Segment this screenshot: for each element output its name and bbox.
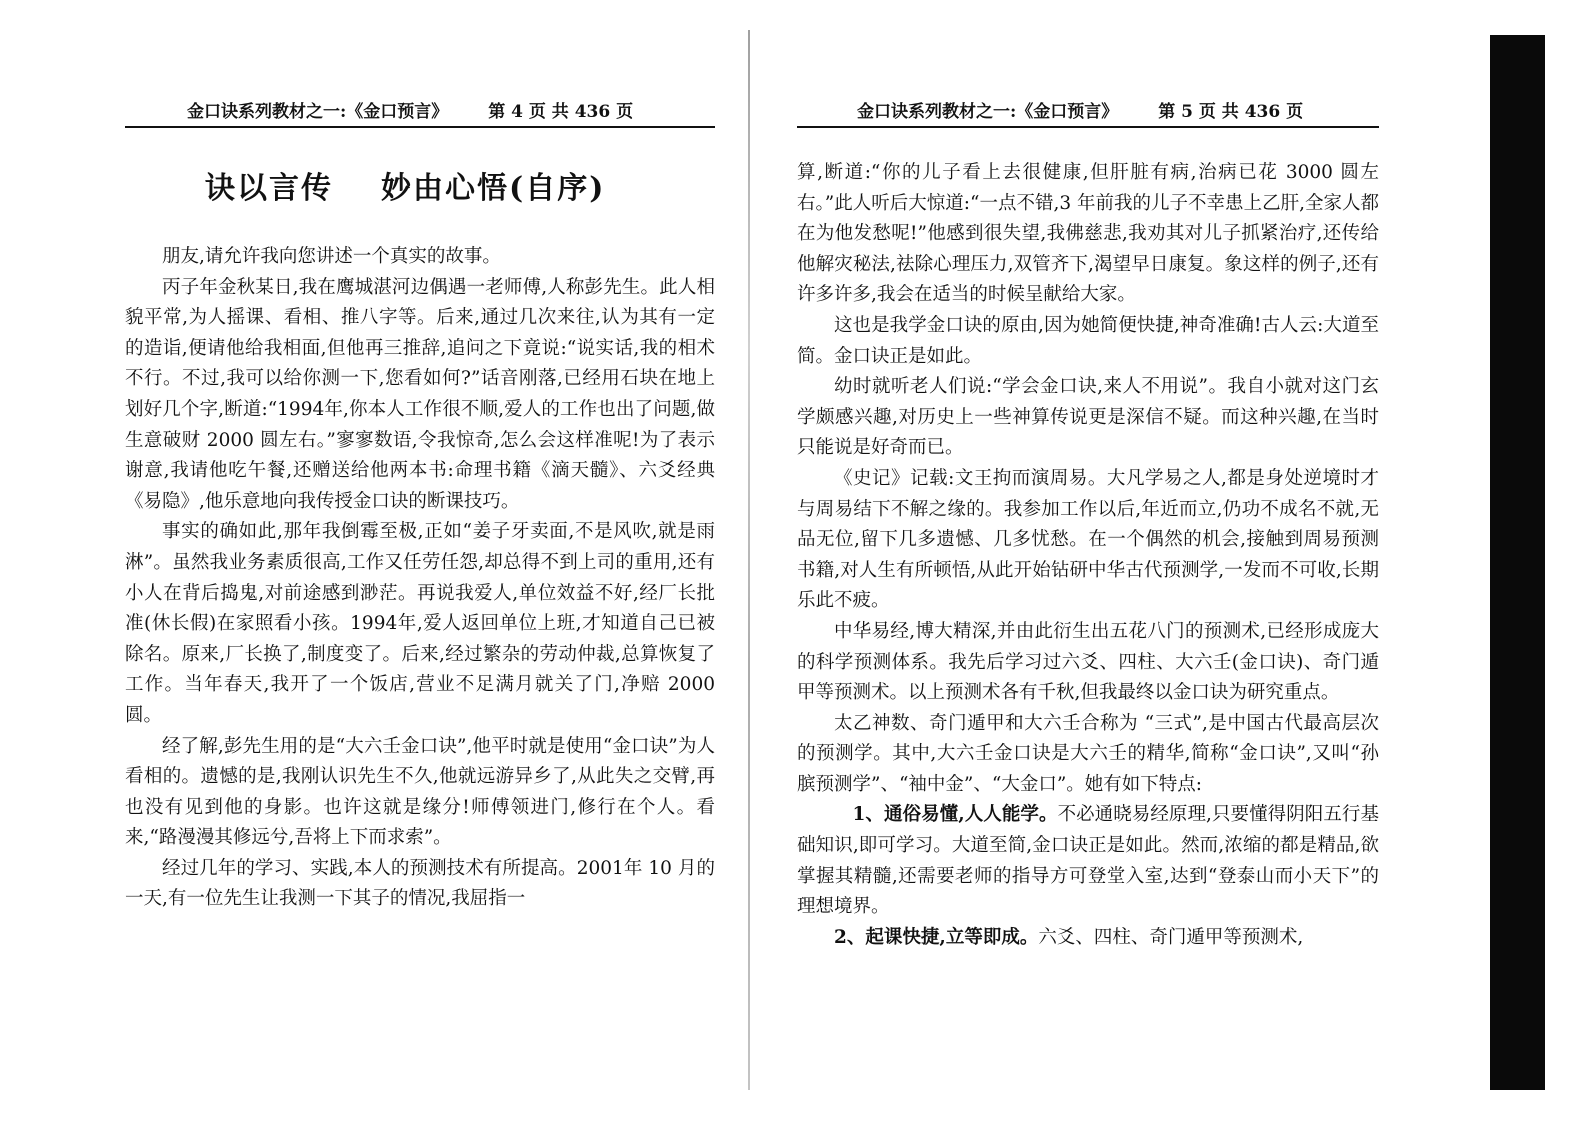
chapter-title-part1: 诀以言传 [205,171,333,206]
chapter-title [205,163,605,207]
right-page-body [797,158,1379,953]
header-page-number: 第 4 页 共 436 页 [488,102,634,122]
paragraph: 这也是我学金口诀的原由,因为她简便快捷,神奇准确!古人云:大道至简。金口诀正是如此。 [797,314,1379,367]
paragraph: 经了解,彭先生用的是“大六壬金口诀”,他平时就是使用“金口诀”为人看相的。遗憾的是,我刚认识先生不久,他就远游异乡了,从此失之交臂,再也没有见到他的身影。也许这就是缘分!师傅领进门,修行在个人。看来,“路漫漫其修远兮,吾将上下而求索”。 [125,735,715,849]
paragraph: 幼时就听老人们说:“学会金口诀,来人不用说”。我自小就对这门玄学颇感兴趣,对历史上一些神算传说更是深信不疑。而这种兴趣,在当时只能说是好奇而已。 [797,376,1379,459]
feature-point-heading: 2、起课快捷,立等即成。 [834,926,1039,948]
paragraph: 经过几年的学习、实践,本人的预测技术有所提高。2001年 10 月的一天,有一位先生让我测一下其子的情况,我屈指一 [125,857,715,910]
paragraph: 朋友,请允许我向您讲述一个真实的故事。 [162,246,501,267]
feature-point-text: 六爻、四柱、奇门遁甲等预测术, [1038,926,1304,948]
paragraph: 《史记》记载:文王拘而演周易。大凡学易之人,都是身处逆境时才与周易结下不解之缘的。我参加工作以后,年近而立,仍功不成名不就,无品无位,留下几多遗憾、几多忧愁。在一个偶然的机会,接触到周易预测书籍,对人生有所顿悟,从此开始钻研中华古代预测学,一发而不可收,长期乐此不疲。 [797,467,1379,612]
paragraph: 算,断道:“你的儿子看上去很健康,但肝脏有病,治病已花 3000 圆左右。”此人听后大惊道:“一点不错,3 年前我的儿子不幸患上乙肝,全家人都在为他发愁呢!”他感到很失望,我佛慈悲,我劝其对儿子抓紧治疗,还传给他解灾秘法,祛除心理压力,双管齐下,渴望早日康复。象这样的例子,还有许多许多,我会在适当的时候呈献给大家。 [797,162,1379,306]
right-page-header [797,98,1379,128]
paragraph: 丙子年金秋某日,我在鹰城湛河边偶遇一老师傅,人称彭先生。此人相貌平常,为人摇课、看相、推八字等。后来,通过几次来往,认为其有一定的造诣,便请他给我相面,但他再三推辞,追问之下竟说:“说实话,我的相术不行。不过,我可以给你测一下,您看如何?”话音刚落,已经用石块在地上划好几个字,断道:“1994年,你本人工作很不顺,爱人的工作也出了问题,做生意破财 2000 圆左右。”寥寥数语,令我惊奇,怎么会这样准呢!为了表示谢意,我请他吃午餐,还赠送给他两本书:命理书籍《滴天髓》、六爻经典《易隐》,他乐意地向我传授金口诀的断课技巧。 [125,276,715,512]
feature-point [797,923,1379,954]
paragraph: 事实的确如此,那年我倒霉至极,正如“姜子牙卖面,不是风吹,就是雨淋”。虽然我业务素质很高,工作又任劳任怨,却总得不到上司的重用,还有小人在背后捣鬼,对前途感到渺茫。再说我爱人,单位效益不好,经厂长批准(休长假)在家照看小孩。1994年,爱人返回单位上班,才知道自己已被除名。原来,厂长换了,制度变了。后来,经过繁杂的劳动仲裁,总算恢复了工作。当年春天,我开了一个饭店,营业不足满月就关了门,净赔 2000 圆。 [125,521,715,726]
feature-point-heading: 1、通俗易懂,人人能学。 [852,804,1058,826]
left-page-body [125,242,715,915]
header-series-title: 金口诀系列教材之一:《金口预言》 [187,102,449,122]
book-gutter [748,30,750,1090]
feature-point-text: 不必通晓易经原理,只要懂得阴阳五行基础知识,即可学习。大道至简,金口诀正是如此。然而,浓缩的都是精品,欲掌握其精髓,还需要老师的指导方可登堂入室,达到“登泰山而小天下”的理想境界。 [797,804,1379,918]
feature-point [797,800,1379,922]
paragraph: 太乙神数、奇门遁甲和大六壬合称为 “三式”,是中国古代最高层次的预测学。其中,大六壬金口诀是大六壬的精华,简称“金口诀”,又叫“孙膑预测学”、“袖中金”、“大金口”。她有如下特点: [797,712,1379,795]
left-page-header [125,98,715,128]
scan-edge-shadow [1490,35,1545,1090]
header-series-title: 金口诀系列教材之一:《金口预言》 [857,102,1119,122]
paragraph: 中华易经,博大精深,并由此衍生出五花八门的预测术,已经形成庞大的科学预测体系。我先后学习过六爻、四柱、大六壬(金口诀)、奇门遁甲等预测术。以上预测术各有千秋,但我最终以金口诀为研究重点。 [797,620,1379,704]
chapter-title-part2: 妙由心悟(自序) [381,171,606,206]
header-page-number: 第 5 页 共 436 页 [1158,102,1304,122]
